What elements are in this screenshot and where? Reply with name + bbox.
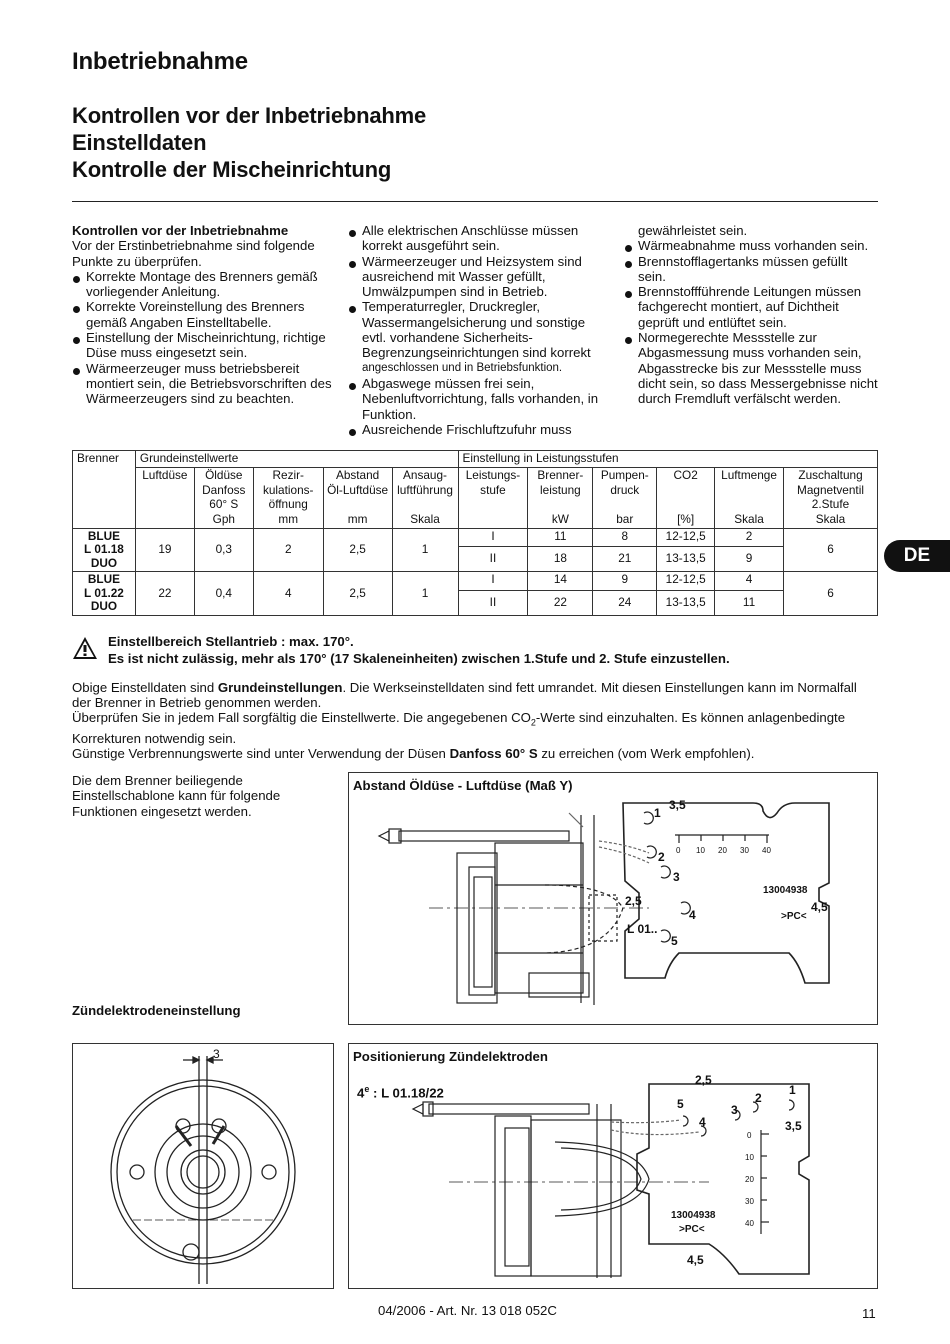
- scale-tick-label: 10: [745, 1153, 754, 1162]
- burner-name-line: DUO: [90, 599, 118, 613]
- column-header-line: kulations-: [262, 483, 314, 497]
- column-header: [784, 483, 878, 512]
- template-part-number: 13004938: [763, 885, 808, 896]
- unit-cell: mm: [323, 512, 392, 528]
- column-header: [657, 483, 715, 512]
- figure-nozzle-distance: [348, 772, 878, 1025]
- template-number: 2: [658, 850, 665, 864]
- list-item: Abgaswege müssen frei sein, Nebenluftvorrichtung, falls vorhanden, in Funktion.: [348, 376, 610, 422]
- burner-name-line: BLUE: [87, 572, 121, 586]
- scale-tick-label: 0: [676, 846, 681, 855]
- column-header-line: Magnetventil: [797, 483, 864, 497]
- page-title: Inbetriebnahme: [72, 48, 248, 75]
- table-cell: 4: [253, 572, 323, 616]
- template-label: 2,5: [625, 894, 642, 908]
- list-item: Korrekte Voreinstellung des Brenners gemäß Angaben Einstelltabelle.: [72, 299, 334, 330]
- figure-title: Positionierung Zündelektroden: [353, 1049, 548, 1064]
- scale-tick-label: 30: [745, 1197, 754, 1206]
- unit-cell: Skala: [784, 512, 878, 528]
- table-header-row: [73, 483, 878, 512]
- scale-tick-label: 30: [740, 846, 749, 855]
- template-label: 3,5: [669, 798, 686, 812]
- list-item: Temperaturregler, Druckregler, Wassermangelsicherung und sonstige evtl. vorhandene Sicherheits-Begrenzungseinrichtungen sind korrekt: [348, 299, 610, 360]
- table-cell: 8: [593, 528, 657, 547]
- dimension-label: 3: [213, 1047, 220, 1061]
- scale-tick-label: 40: [762, 846, 771, 855]
- column-header: druck: [593, 483, 657, 512]
- scale-tick-label: 0: [747, 1131, 752, 1140]
- unit-cell: mm: [253, 512, 323, 528]
- template-label: 4,5: [687, 1253, 704, 1267]
- table-cell: II: [458, 590, 528, 615]
- table-cell: I: [458, 572, 528, 591]
- template-label: 4,5: [811, 900, 828, 914]
- table-cell: 0,4: [194, 572, 253, 616]
- column-header: Öldüse: [194, 467, 253, 483]
- scale-tick-label: 10: [696, 846, 705, 855]
- table-cell: 12-12,5: [657, 528, 715, 547]
- template-label: 3,5: [785, 1119, 802, 1133]
- template-number: 3: [731, 1103, 738, 1117]
- template-number: 1: [789, 1083, 796, 1097]
- table-cell: 21: [593, 547, 657, 572]
- list-item: Brennstoffführende Leitungen müssen fachgerecht montiert, auf Dichtheit geprüft und entlüftet sein.: [624, 284, 878, 330]
- column-header-line: öffnung: [268, 496, 308, 511]
- list-item: Alle elektrischen Anschlüsse müssen korrekt ausgeführt sein.: [348, 223, 610, 254]
- variant-text: 4: [357, 1085, 365, 1101]
- subscript: 2: [530, 718, 536, 729]
- list-item-continuation: gewährleistet sein.: [638, 223, 748, 238]
- unit-cell: [%]: [657, 512, 715, 528]
- list-item: Brennstofflagertanks müssen gefüllt sein.: [624, 254, 878, 285]
- table-row: [73, 528, 878, 547]
- scale-tick-label: 40: [745, 1219, 754, 1228]
- language-tab: DE: [884, 540, 950, 572]
- column-header: Luftdüse: [135, 467, 194, 483]
- intro-column-2: [348, 223, 610, 437]
- column-header: Leistungs-: [458, 467, 528, 483]
- template-material: >PC<: [781, 911, 807, 922]
- burner-name: [73, 528, 136, 572]
- table-cell: 22: [135, 572, 194, 616]
- table-row: [73, 572, 878, 591]
- table-cell: 2,5: [323, 572, 392, 616]
- table-cell: 1: [392, 528, 458, 572]
- burner-name-line: DUO: [90, 555, 118, 570]
- table-cell: 0,3: [194, 528, 253, 572]
- figure-title: Abstand Öldüse - Luftdüse (Maß Y): [353, 778, 573, 793]
- table-cell: 13-13,5: [657, 547, 715, 572]
- column-header: Rezir-: [253, 467, 323, 483]
- intro-column-3: [624, 223, 878, 407]
- column-header: [715, 483, 784, 512]
- figure-electrode-front: [72, 1043, 334, 1289]
- table-cell: 2: [715, 528, 784, 547]
- table-cell: I: [458, 528, 528, 547]
- template-part-number: 13004938: [671, 1210, 716, 1221]
- table-cell: 6: [784, 528, 878, 572]
- table-cell: 2,5: [323, 528, 392, 572]
- column-header-line: 2.Stufe: [811, 496, 850, 511]
- list-item: Wärmeerzeuger muss betriebsbereit montiert sein, die Betriebsvorschriften des Wärmeerzeugers sind zu beachten.: [72, 361, 334, 407]
- table-cell: 2: [253, 528, 323, 572]
- table-cell: 24: [593, 590, 657, 615]
- text-run: Günstige Verbrennungswerte sind unter Verwendung der Düsen: [72, 746, 450, 762]
- burner-name-line: L 01.18: [84, 542, 124, 556]
- column-header-line: Danfoss: [202, 483, 246, 497]
- unit-cell: bar: [593, 512, 657, 528]
- burner-name-line: L 01.22: [84, 585, 124, 600]
- table-cell: 19: [135, 528, 194, 572]
- variant-sup: e: [364, 1084, 370, 1094]
- text-run: . Die Werkseinstelldaten sind fett umrandet. Mit diesen Einstellungen kann im Normalfall der Brenner in Betrieb genommen werden.: [72, 680, 857, 711]
- warning-text: [108, 633, 730, 667]
- column-header: Abstand: [323, 467, 392, 483]
- table-cell: 11: [715, 590, 784, 615]
- column-header: stufe: [458, 483, 528, 512]
- table-header-row: [73, 451, 878, 468]
- table-cell: 1: [392, 572, 458, 616]
- column-header: Zuschaltung: [784, 467, 878, 483]
- subtitle-line-2: Einstelldaten: [72, 130, 207, 155]
- table-cell: II: [458, 547, 528, 572]
- page-number: 11: [862, 1306, 876, 1321]
- intro-lead: Vor der Erstinbetriebnahme sind folgende Punkte zu überprüfen.: [72, 238, 315, 269]
- intro-heading: Kontrollen vor der Inbetriebnahme: [72, 223, 289, 238]
- column-header: CO2: [657, 467, 715, 483]
- variant-text: : L 01.18/22: [369, 1085, 444, 1101]
- list-item: Wärmeabnahme muss vorhanden sein.: [624, 238, 878, 253]
- text-run-bold: Grundeinstellungen: [217, 680, 343, 695]
- list-item: Einstellung der Mischeinrichtung, richtige Düse muss eingesetzt sein.: [72, 330, 334, 361]
- electrode-position-drawing: [349, 1044, 877, 1288]
- table-cell: 4: [715, 572, 784, 591]
- scale-tick-label: 20: [718, 846, 727, 855]
- table-cell: 9: [593, 572, 657, 591]
- intro-column-1: [72, 223, 334, 407]
- warning-line-1: Einstellbereich Stellantrieb : max. 170°.: [108, 634, 354, 649]
- unit-cell: kW: [528, 512, 593, 528]
- text-run: -Werte sind einzuhalten. Es können anlagenbedingte Korrekturen notwendig sein.: [72, 710, 846, 747]
- template-number: 3: [673, 870, 680, 884]
- template-number: 4: [689, 908, 696, 922]
- nozzle-distance-drawing: [349, 773, 877, 1024]
- template-note: Die dem Brenner beiliegende Einstellschablone kann für folgende Funktionen eingesetzt werden.: [72, 773, 281, 819]
- unit-cell: Skala: [392, 512, 458, 528]
- template-number: 1: [654, 806, 661, 820]
- table-cell: 9: [715, 547, 784, 572]
- warning-line-2: Es ist nicht zulässig, mehr als 170° (17 Skaleneinheiten) zwischen 1.Stufe und 2. Stufe einzustellen.: [108, 651, 730, 666]
- template-number: 5: [677, 1097, 684, 1111]
- column-header: [135, 483, 194, 512]
- table-cell: 6: [784, 572, 878, 616]
- burner-name: [73, 572, 136, 616]
- template-number: 5: [671, 934, 678, 948]
- column-header: Pumpen-: [593, 467, 657, 483]
- column-header: Brenner: [73, 451, 136, 529]
- settings-note: [72, 680, 878, 762]
- table-header-row: [73, 467, 878, 483]
- column-header: Ansaug-: [392, 467, 458, 483]
- scale-tick-label: 20: [745, 1175, 754, 1184]
- column-header: Einstellung in Leistungsstufen: [458, 451, 878, 468]
- burner-name-line: BLUE: [87, 528, 121, 543]
- settings-table: [72, 450, 878, 616]
- column-header: Luftmenge: [715, 467, 784, 483]
- template-number: 4: [699, 1115, 706, 1129]
- warning-icon: [72, 636, 98, 660]
- text-run: Überprüfen Sie in jedem Fall sorgfältig die Einstellwerte. Die angegebenen CO: [72, 710, 531, 726]
- text-run: zu erreichen (vom Werk empfohlen).: [537, 746, 755, 762]
- subtitle-line-3: Kontrolle der Mischeinrichtung: [72, 157, 392, 182]
- unit-cell: Gph: [194, 512, 253, 528]
- list-item: Korrekte Montage des Brenners gemäß vorliegender Anleitung.: [72, 269, 334, 300]
- column-header: Öl-Luftdüse: [323, 483, 392, 512]
- unit-cell: [135, 512, 194, 528]
- table-cell: 13-13,5: [657, 590, 715, 615]
- electrode-front-drawing: [73, 1044, 333, 1288]
- section-heading: Zündelektrodeneinstellung: [72, 1003, 241, 1018]
- footer-article-number: 04/2006 - Art. Nr. 13 018 052C: [378, 1303, 557, 1318]
- table-cell: 11: [528, 528, 593, 547]
- column-header: [194, 483, 253, 512]
- column-header: leistung: [528, 483, 593, 512]
- unit-cell: Skala: [715, 512, 784, 528]
- template-number: 2: [755, 1091, 762, 1105]
- column-header: Brenner-: [528, 467, 593, 483]
- list-item-continuation: angeschlossen und in Betriebsfunktion.: [362, 361, 563, 374]
- table-unit-row: [73, 512, 878, 528]
- column-header-line: 60° S: [209, 496, 239, 511]
- column-header: Grundeinstellwerte: [135, 451, 458, 468]
- table-cell: 14: [528, 572, 593, 591]
- table-cell: 22: [528, 590, 593, 615]
- text-run: Obige Einstelldaten sind: [72, 680, 218, 695]
- subtitle-line-1: Kontrollen vor der Inbetriebnahme: [72, 103, 427, 128]
- figure-electrode-position: [348, 1043, 878, 1289]
- template-label: 2,5: [695, 1073, 712, 1087]
- unit-cell: [458, 512, 528, 528]
- table-cell: 18: [528, 547, 593, 572]
- table-cell: 12-12,5: [657, 572, 715, 591]
- text-run-bold: Danfoss 60° S: [449, 746, 538, 762]
- list-item: Normegerechte Messstelle zur Abgasmessung muss vorhanden sein, Abgasstrecke bis zur Messstelle muss dicht sein, so dass Messergebnisse nicht durch Fremdluft verfälscht werden.: [624, 330, 878, 406]
- template-material: >PC<: [679, 1224, 705, 1235]
- list-item: Wärmeerzeuger und Heizsystem sind ausreichend mit Wasser gefüllt, Umwälzpumpen sind in Betrieb.: [348, 254, 610, 300]
- heading-divider: [72, 201, 878, 202]
- column-header: [253, 483, 323, 512]
- template-model: L 01..: [627, 922, 658, 936]
- list-item: Ausreichende Frischluftzufuhr muss: [348, 422, 610, 437]
- column-header: luftführung: [392, 483, 458, 512]
